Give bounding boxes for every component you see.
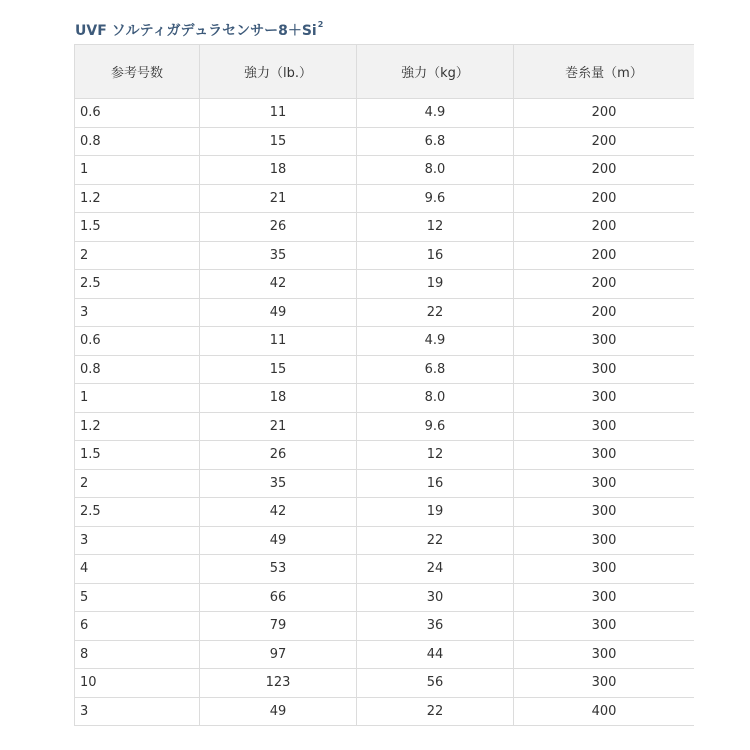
cell-strength-kg: 22 — [357, 526, 514, 555]
cell-strength-kg: 9.6 — [357, 184, 514, 213]
cell-size: 4 — [75, 555, 200, 584]
cell-strength-kg: 36 — [357, 612, 514, 641]
table-row — [75, 241, 695, 270]
cell-strength-kg: 8.0 — [357, 384, 514, 413]
cell-length-m: 200 — [514, 241, 695, 270]
cell-length-m: 300 — [514, 327, 695, 356]
cell-strength-kg: 6.8 — [357, 355, 514, 384]
table-row — [75, 697, 695, 726]
cell-size: 3 — [75, 697, 200, 726]
header-strength-kg: 強力（kg） — [357, 45, 514, 99]
cell-strength-lb: 18 — [200, 384, 357, 413]
cell-strength-lb: 123 — [200, 669, 357, 698]
cell-strength-lb: 26 — [200, 441, 357, 470]
header-size: 参考号数 — [75, 45, 200, 99]
cell-strength-kg: 16 — [357, 469, 514, 498]
cell-strength-lb: 21 — [200, 412, 357, 441]
cell-size: 6 — [75, 612, 200, 641]
cell-strength-kg: 12 — [357, 213, 514, 242]
cell-strength-lb: 42 — [200, 270, 357, 299]
cell-length-m: 300 — [514, 441, 695, 470]
table-row — [75, 213, 695, 242]
cell-length-m: 300 — [514, 612, 695, 641]
cell-size: 2 — [75, 469, 200, 498]
cell-strength-lb: 18 — [200, 156, 357, 185]
table-row — [75, 640, 695, 669]
cell-strength-kg: 12 — [357, 441, 514, 470]
cell-size: 1 — [75, 156, 200, 185]
cell-size: 8 — [75, 640, 200, 669]
cell-strength-kg: 22 — [357, 298, 514, 327]
cell-size: 1 — [75, 384, 200, 413]
header-length-m: 巻糸量（m） — [514, 45, 695, 99]
table-header-row — [75, 45, 695, 99]
cell-strength-lb: 49 — [200, 526, 357, 555]
cell-strength-lb: 35 — [200, 241, 357, 270]
cell-length-m: 200 — [514, 156, 695, 185]
cell-strength-lb: 11 — [200, 327, 357, 356]
cell-strength-lb: 66 — [200, 583, 357, 612]
cell-length-m: 200 — [514, 127, 695, 156]
table-row — [75, 127, 695, 156]
cell-size: 1.5 — [75, 441, 200, 470]
table-row — [75, 156, 695, 185]
table-row — [75, 498, 695, 527]
header-strength-lb: 強力（lb.） — [200, 45, 357, 99]
cell-strength-lb: 49 — [200, 298, 357, 327]
product-title — [75, 20, 323, 40]
cell-strength-lb: 53 — [200, 555, 357, 584]
cell-strength-lb: 49 — [200, 697, 357, 726]
table-row — [75, 441, 695, 470]
table-body — [75, 99, 695, 726]
cell-strength-lb: 15 — [200, 127, 357, 156]
cell-strength-lb: 26 — [200, 213, 357, 242]
cell-strength-lb: 79 — [200, 612, 357, 641]
cell-strength-kg: 9.6 — [357, 412, 514, 441]
cell-length-m: 200 — [514, 184, 695, 213]
cell-length-m: 200 — [514, 298, 695, 327]
cell-strength-kg: 22 — [357, 697, 514, 726]
cell-size: 5 — [75, 583, 200, 612]
table-row — [75, 412, 695, 441]
cell-size: 3 — [75, 298, 200, 327]
cell-size: 2.5 — [75, 270, 200, 299]
table-row — [75, 298, 695, 327]
cell-length-m: 300 — [514, 555, 695, 584]
cell-length-m: 300 — [514, 469, 695, 498]
cell-length-m: 300 — [514, 526, 695, 555]
cell-length-m: 300 — [514, 583, 695, 612]
cell-length-m: 300 — [514, 412, 695, 441]
cell-length-m: 300 — [514, 498, 695, 527]
cell-length-m: 200 — [514, 99, 695, 128]
table-row — [75, 270, 695, 299]
cell-size: 1.2 — [75, 412, 200, 441]
cell-length-m: 300 — [514, 355, 695, 384]
cell-strength-kg: 8.0 — [357, 156, 514, 185]
spec-table-container — [74, 44, 694, 750]
cell-length-m: 300 — [514, 640, 695, 669]
cell-size: 2.5 — [75, 498, 200, 527]
cell-strength-kg: 24 — [357, 555, 514, 584]
cell-strength-lb: 42 — [200, 498, 357, 527]
cell-size: 0.6 — [75, 99, 200, 128]
cell-strength-kg: 16 — [357, 241, 514, 270]
cell-strength-lb: 35 — [200, 469, 357, 498]
cell-length-m: 300 — [514, 669, 695, 698]
product-title-superscript: 2 — [317, 20, 324, 30]
cell-strength-lb: 11 — [200, 99, 357, 128]
cell-strength-kg: 4.9 — [357, 327, 514, 356]
table-row — [75, 184, 695, 213]
cell-strength-kg: 44 — [357, 640, 514, 669]
cell-strength-kg: 19 — [357, 498, 514, 527]
spec-table — [74, 44, 694, 726]
table-row — [75, 612, 695, 641]
product-title-text: UVF ソルティガデュラセンサー8＋Si — [75, 23, 317, 39]
table-row — [75, 526, 695, 555]
cell-strength-kg: 4.9 — [357, 99, 514, 128]
table-row — [75, 384, 695, 413]
cell-length-m: 300 — [514, 384, 695, 413]
table-row — [75, 669, 695, 698]
cell-size: 3 — [75, 526, 200, 555]
cell-size: 2 — [75, 241, 200, 270]
cell-size: 1.5 — [75, 213, 200, 242]
cell-size: 0.8 — [75, 127, 200, 156]
cell-length-m: 200 — [514, 213, 695, 242]
cell-size: 10 — [75, 669, 200, 698]
cell-size: 0.8 — [75, 355, 200, 384]
cell-size: 0.6 — [75, 327, 200, 356]
cell-strength-lb: 97 — [200, 640, 357, 669]
table-row — [75, 469, 695, 498]
table-row — [75, 327, 695, 356]
cell-strength-kg: 56 — [357, 669, 514, 698]
cell-strength-kg: 30 — [357, 583, 514, 612]
cell-length-m: 400 — [514, 697, 695, 726]
cell-strength-lb: 15 — [200, 355, 357, 384]
table-row — [75, 355, 695, 384]
cell-strength-kg: 19 — [357, 270, 514, 299]
cell-length-m: 200 — [514, 270, 695, 299]
cell-size: 1.2 — [75, 184, 200, 213]
table-row — [75, 583, 695, 612]
cell-strength-kg: 6.8 — [357, 127, 514, 156]
table-row — [75, 99, 695, 128]
cell-strength-lb: 21 — [200, 184, 357, 213]
table-row — [75, 555, 695, 584]
